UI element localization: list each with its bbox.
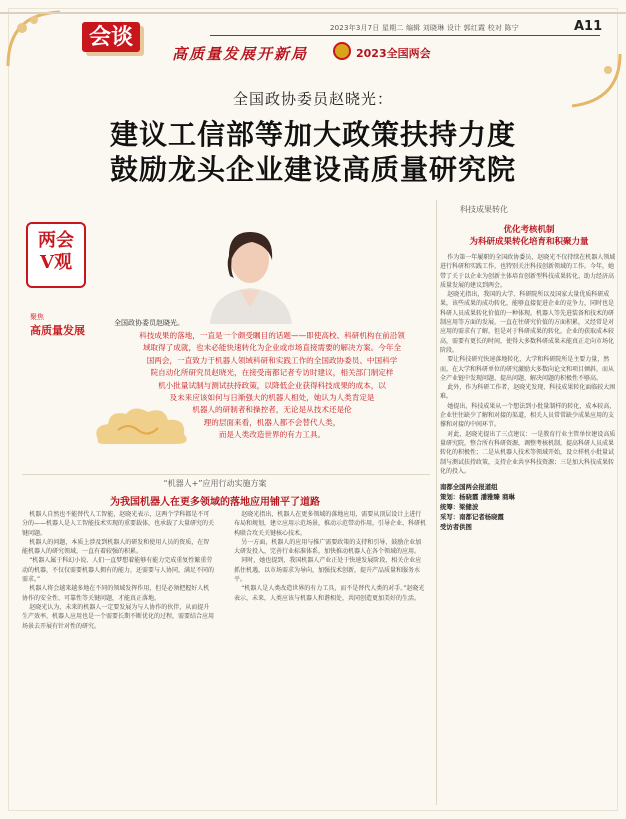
right-paragraph: 此外，作为科研工作者，赵晓光发现，科技成果转化面临较大困难。 (440, 384, 616, 401)
credit-line: 南都全国两会报道组 (440, 483, 498, 492)
body-paragraph: 机器人将会越来越多地在不同的领域发挥作用，但是必须把握好人机协作的安全性、可靠性等关键问题，才能真正落地。 (22, 585, 210, 602)
lower-section-label: “机器人+”应用行动实施方案 (163, 479, 267, 488)
headline-line-2: 鼓励龙头企业建设高质量研究院 (109, 153, 516, 186)
right-paragraph: 赵晓光指出，我国的大学、科研院所以及国家大量优质科研成果，该些成果的成功转化，能够直接促进企业的竞争力，同时也是科研人员成果转化价值的一种体现。机器人等先进装备和技术的研制应用等方面的发展，一直在往研究价值的方面积累，又经常是对应用的需求有了解，但是对于科研成果的转化，企业的获取成本较高，需要有更长的时间，使得大多数科研成果未能真正走向市场化阶段。 (440, 291, 615, 354)
badge-line-1: 两会 (38, 230, 74, 251)
event-label: 2023全国两会 (356, 47, 431, 60)
lower-column-1 (22, 510, 214, 631)
body-paragraph: 赵晓光指出，机器人在更多领域的落地应用，需要从顶层设计上进行布局和规划，建立应用示范场景，推动示范带动作用，引导企业、科研机构联合攻关关键核心技术。 (234, 511, 427, 537)
intro-line: 机器人的研制者和操控者，无论是从技术还是伦 (192, 405, 352, 415)
body-paragraph: “机器人是人类改造世界的有力工具，而不是替代人类的对手。”赵晓光表示，未来，人类应该与机器人和谐相处，共同创造更加美好的生活。 (234, 585, 425, 602)
right-paragraph: 对此，赵晓光提出了三点建议：一是教育行业主管单位建设高质量研究院，整合所有科研资源，调整考核机制，提高科研人员成果转化的积极性；二是从机器人技术等领域开始，设立样机小批量试制与测试扶持政策，支持企业共享科技资源；三是加大科技成果转化的投入。 (440, 430, 616, 475)
portrait-photo (196, 212, 304, 324)
lianghui-badge (26, 222, 86, 288)
column-big-label: 高质量发展 (30, 324, 85, 337)
slogan: 高质量发展开新局 (172, 45, 309, 63)
headline-line-1: 建议工信部等加大政策扶持力度 (109, 118, 516, 151)
auspicious-cloud-icon (88, 400, 198, 450)
lower-section-title: 为我国机器人在更多领域的落地应用铺平了道路 (110, 497, 320, 508)
article-kicker: 全国政协委员赵晓光： (232, 90, 393, 108)
credit-line: 采写：南都记者杨晓霞 (440, 513, 504, 522)
body-paragraph: 机器人的问题，本质上涉及到机器人的研发和使用人员的资质，在智能机器人的研究领域，一直有着较强的积累。 (22, 538, 210, 556)
intro-line: 理的层面来看，机器人都不会替代人类， (203, 417, 341, 427)
right-paragraph: 要让科技研究快速落地转化，大学和科研院所是主要力量，然而，在大学和科研单位的研究激励大多数向论文和项目倾斜，而从全产业链中发现问题、提出问题、解决问题的积极性不够高。 (440, 356, 615, 382)
right-column (440, 204, 618, 532)
intro-line: 院自动化所研究员赵晓光，在接受南都记者专访时建议，相关部门制定样 (150, 368, 394, 378)
page-header (0, 0, 626, 80)
right-paragraph: 作为第一年履职的全国政协委员，赵晓光不仅持续在机器人领域进行科研和实践工作，也特别关注科技创新领域的工作。今年，她带了关于以企业为创新主体培育创新型科技成果转化、助力经济高质量发展的建议到两会。 (440, 254, 616, 289)
national-emblem-icon (333, 42, 351, 60)
right-paragraph: 她提出，科技成果从一个想法到小批量制样的转化，成本较高，企业往往缺少了解和对接的渠道，相关人员常常缺少成果应用的支撑和对接的中间环节。 (440, 402, 616, 429)
corner-ornament-icon (4, 6, 84, 72)
body-paragraph: “机器人属于科幻小说、人们一直梦想着能够有能力完成重复性繁重劳动的机器，不仅仅需要机器人拥有的能力，还需要与人协同，满足不同的需求。” (22, 557, 215, 584)
intro-line: 及未来应该如何与日渐强大的机器人相处，她认为人类肯定是 (169, 393, 375, 403)
section-divider (22, 474, 430, 475)
right-subhead-1: 优化考核机制 (503, 225, 555, 235)
credits (440, 482, 618, 532)
body-paragraph: 机器人自然也不能替代人工智能，赵晓光表示，这两个学科都是不可分的——机器人是人工智能技术实现的重要载体，也承载了大量研究的关键问题。 (22, 511, 215, 537)
body-paragraph: 赵晓光认为，未来的机器人一定要发展为与人协作的伙伴，从而提升生产效率，机器人应用也是一个需要长期不断优化的过程，需要结合应用场景去开展有针对性的研究。 (22, 603, 215, 630)
lower-column-2 (234, 510, 426, 603)
intro-line: 科技成果的落地，一直是一个颇受瞩目的话题——即使高校、科研机构在前沿领 (139, 331, 405, 340)
body-paragraph: 另一方面，机器人的应用与推广需要政策的支持和引导，鼓励企业加大研发投入，完善行业标准体系，加快推动机器人在各个领域的应用。 (234, 538, 422, 556)
credit-line: 统筹：梁健波 (440, 503, 479, 512)
header-rule-top (0, 12, 626, 14)
credit-line: 受访者供图 (440, 523, 472, 532)
page-number: A11 (574, 19, 603, 34)
intro-line: 而是人类改造世界的有力工具。 (218, 430, 326, 440)
intro-line: 域取得了成就，也未必能快速转化为企业或市场直接需要的解决方案。今年全 (142, 343, 402, 353)
right-subhead-2: 为科研成果转化培育和积聚力量 (469, 237, 589, 247)
body-paragraph: 同时，她也提到，我国机器人产业正处于快速发展阶段，相关企业应抓住机遇，以市场需求为导向，加强技术创新，提升产品质量和服务水平。 (234, 557, 422, 584)
column-divider (436, 200, 437, 805)
right-section-label: 科技成果转化 (460, 205, 508, 214)
intro-line: 国两会，一直致力于机器人领域科研和实践工作的全国政协委员、中国科学 (146, 355, 398, 365)
header-rule (210, 35, 600, 36)
badge-line-2: V观 (40, 252, 72, 273)
section-tag: 会谈 (82, 22, 140, 52)
edition-meta: 2023年3月7日 星期二 编辑 刘晓琳 设计 郭红霞 校对 陈宁 (330, 24, 519, 32)
portrait-caption: 全国政协委员赵晓光。 (114, 319, 184, 327)
intro-line: 机小批量试制与测试扶持政策，以降低企业获得科技成果的成本，以 (158, 380, 386, 390)
column-small-label: 聚焦 (30, 313, 44, 321)
credit-line: 策划：杨晓霞 潘雅臻 商琳 (440, 493, 515, 502)
